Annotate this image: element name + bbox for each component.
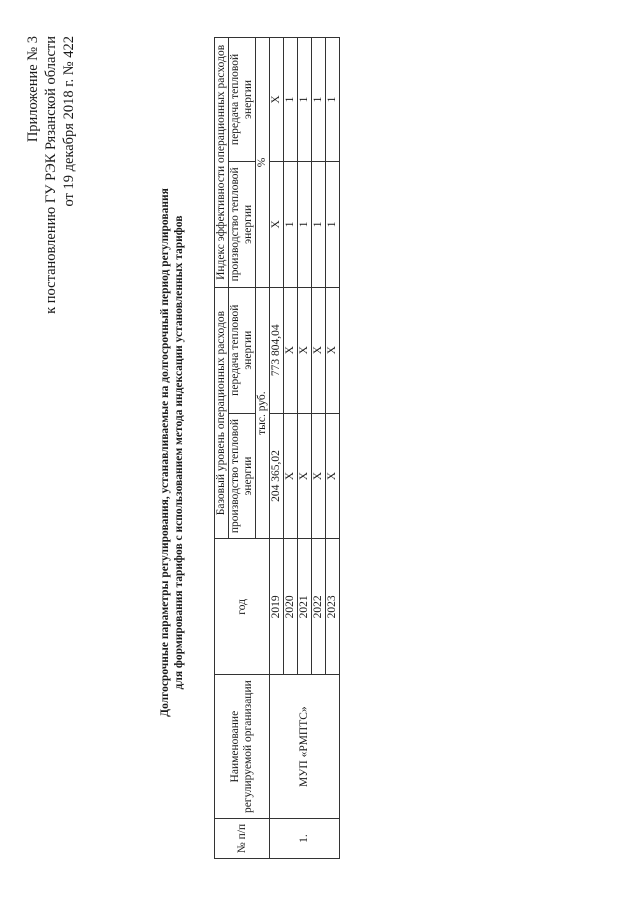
header-num: № п/п <box>215 819 270 859</box>
header-base-trans: передача тепловой энергии <box>229 287 256 413</box>
cell-idx-trans: 1 <box>326 38 340 162</box>
cell-idx-trans: 1 <box>284 38 298 162</box>
cell-idx-prod: 1 <box>312 161 326 287</box>
unit-base: тыс. руб. <box>256 287 270 539</box>
table-row <box>270 38 284 859</box>
header-idx-prod: производство тепловой энергии <box>229 161 256 287</box>
cell-idx-trans: 1 <box>298 38 312 162</box>
appendix-number: Приложение № 3 <box>25 36 41 143</box>
org-name: МУП «РМПТС» <box>270 675 340 819</box>
cell-idx-prod: 1 <box>284 161 298 287</box>
cell-base-trans: Х <box>312 287 326 413</box>
cell-base-trans: Х <box>326 287 340 413</box>
appendix-block <box>24 36 78 314</box>
cell-idx-trans: 1 <box>312 38 326 162</box>
header-year: год <box>215 539 270 675</box>
cell-base-prod: Х <box>326 413 340 539</box>
heading-line-2: для формирования тарифов с использованием метода индексации установленных тарифов <box>173 215 185 690</box>
cell-year: 2019 <box>270 539 284 675</box>
header-base-group: Базовый уровень операционных расходов <box>215 287 229 539</box>
cell-idx-trans: Х <box>270 38 284 162</box>
header-idx-trans: передача тепловой энергии <box>229 38 256 162</box>
cell-base-prod: Х <box>312 413 326 539</box>
appendix-date: от 19 декабря 2018 г. № 422 <box>61 36 77 207</box>
unit-index: % <box>256 38 270 288</box>
cell-idx-prod: 1 <box>298 161 312 287</box>
document-heading <box>158 0 186 905</box>
header-index-group: Индекс эффективности операционных расходов <box>215 38 229 288</box>
cell-year: 2022 <box>312 539 326 675</box>
cell-base-trans: Х <box>284 287 298 413</box>
cell-idx-prod: 1 <box>326 161 340 287</box>
appendix-resolution: к постановлению ГУ РЭК Рязанской области <box>43 36 59 314</box>
heading-line-1: Долгосрочные параметры регулирования, устанавливаемые на долгосрочный период регулирования <box>159 188 171 717</box>
cell-base-prod: Х <box>298 413 312 539</box>
cell-idx-prod: Х <box>270 161 284 287</box>
cell-base-prod: 204 365,02 <box>270 413 284 539</box>
cell-base-trans: 773 804,04 <box>270 287 284 413</box>
parameters-table <box>214 37 340 859</box>
cell-base-trans: Х <box>298 287 312 413</box>
cell-year: 2023 <box>326 539 340 675</box>
header-base-prod: производство тепловой энергии <box>229 413 256 539</box>
cell-base-prod: Х <box>284 413 298 539</box>
cell-year: 2021 <box>298 539 312 675</box>
cell-year: 2020 <box>284 539 298 675</box>
header-org: Наименование регулируемой организации <box>215 675 270 819</box>
row-number: 1. <box>270 819 340 859</box>
